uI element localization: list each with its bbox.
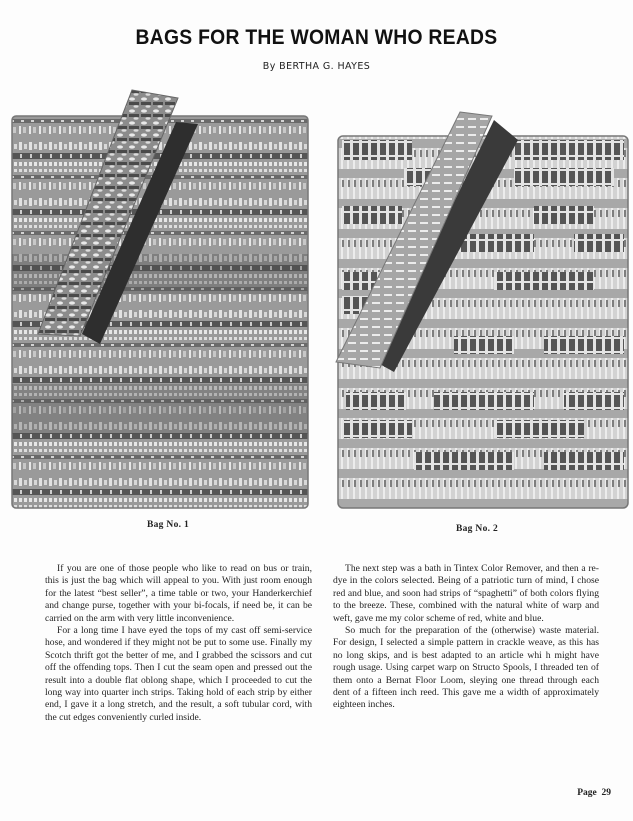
bag-2-photo — [334, 100, 632, 510]
body-column-right — [333, 563, 599, 712]
bag-2-illustration — [334, 100, 632, 510]
article-title: BAGS FOR THE WOMAN WHO READS — [135, 26, 498, 49]
paragraph: So much for the preparation of the (otherwise) waste material. For design, I selected a simple pattern in crackle weave, as this has no long skips, and is best adapted to an article whi h might have rough usage. Using carpet warp on Structo Spools, I threaded ten of them onto a Bernat Floor Loom, sleying one thread through each dent of a fifteen inch reed. This gave me a width of approximately eighteen inches. — [333, 625, 599, 711]
bag-1-photo — [8, 84, 314, 512]
bag-1-illustration — [8, 84, 314, 512]
paragraph: If you are one of those people who like to read on bus or train, this is just the bag which will appeal to you. With just room enough for the latest “best seller”, a time table or two, your Handerkerchief and change purse, together with your bi-focals, if need be, it can be carried on the arm with very little inconvenience. — [45, 563, 312, 624]
figure-caption-bag-2: Bag No. 2 — [456, 524, 499, 534]
article-byline: By BERTHA G. HAYES — [262, 61, 371, 72]
paragraph: The next step was a bath in Tintex Color Remover, and then a re-dye in the colors selected. Being of a patriotic turn of mind, I chose red and blue, and soon had strips of “spaghetti” of both colors flying to the breeze. These, combined with the natural white of warp and weft, gave me my color scheme of red, white and blue. — [333, 563, 599, 624]
body-column-left — [45, 563, 312, 724]
paragraph: For a long time I have eyed the tops of my cast off semi-service hose, and wondered if they might not be put to some use. Finally my Scotch thrift got the better of me, and I grabbed the scissors and cut off the offending tops. Then I cut the seam open and pressed out the result into a double flat oblong shape, which I proceeded to cut the long way into quarter inch strips. Taking hold of each strip by either end, I gave it a long stretch, and the result, a soft tubular cord, with the cut edges conveniently curled inside. — [45, 625, 312, 723]
figure-caption-bag-1: Bag No. 1 — [147, 520, 190, 530]
page-number: Page 29 — [577, 788, 611, 798]
